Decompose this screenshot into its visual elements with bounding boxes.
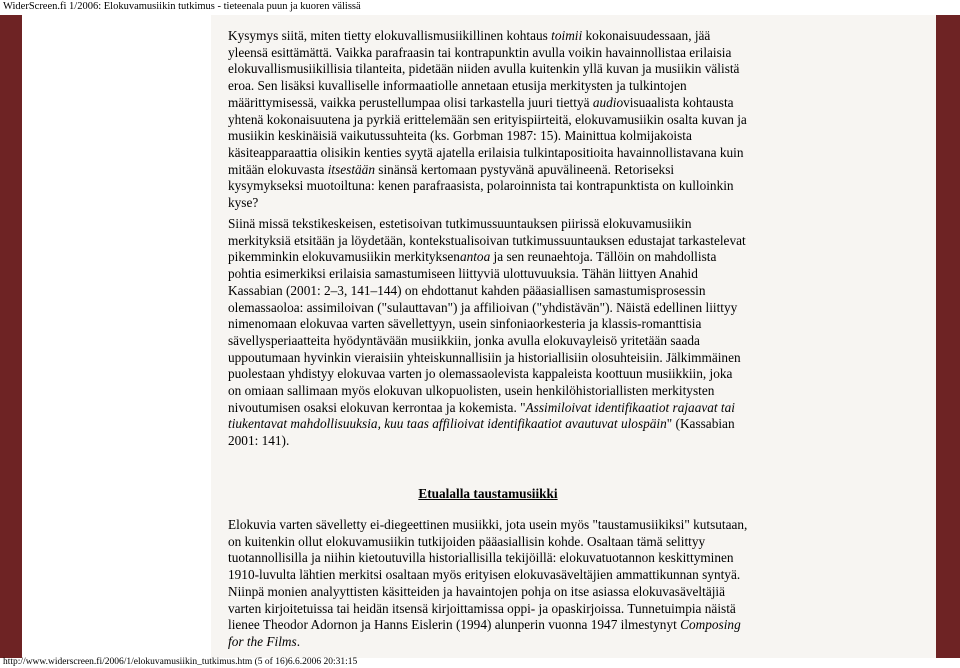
left-margin bbox=[22, 15, 50, 658]
italic-quote: Assimiloivat identifikaatiot rajaavat tai tiukentavat mahdollisuuksia, kuu taas affilioivat identifikaatiot avautuvat ulospäin bbox=[228, 399, 735, 432]
text-run: " (Kassabian 2001: 141). bbox=[228, 416, 735, 449]
text-run: ja sen reunaehtoja. Tällöin on mahdollista pohtia esimerkiksi erilaisia samastumiseen liittyviä ulottuvuuksia. Tähän liittyen Anahid Kassabian (2001: 2–3, 141–144) on ehdottanut kahden pääasiallisen samastumisprosessin olemassaoloa: assimiloivan ("sulauttavan") ja affilioivan ("yhdistävän"). Näistä edellinen liittyy nimenomaan elokuvaa varten sävellettyyn, usein sinfoniaorkesteria ja klassis-romanttisia sävellysperiaatteita hyödyntävään musiikkiin, jonka avulla elokuvayleisö yritetään saada uppoutumaan hyvinkin vieraisiin yhteiskunnallisiin ja historiallisiin olosuhteisiin. Jälkimmäinen puolestaan yhdistyy elokuvaa varten jo olemassaolevista kappaleista koottuun musiikkiin, joka on omiaan sallimaan myös elokuvan ulkopuolisten, usein henkilöhistoriallisten merkitysten nivoutumisen osaksi elokuvan kerrontaa ja kokemista. " bbox=[228, 249, 741, 415]
browser-print-footer: http://www.widerscreen.fi/2006/1/elokuvamusiikin_tutkimus.htm (5 of 16)6.6.2006 20:31:15 bbox=[3, 657, 358, 667]
italic-run: antoa bbox=[459, 249, 491, 265]
text-run: visuaalista kohtausta yhtenä kokonaisuutena ja pyrkiä erittelemään sen erityispiirteitä, elokuvamusiikin osalta kuvan ja musiikin keskinäisiä vaikutussuhteita (ks. Gorbman 1987: 15). Mainittua kolmijakoista käsiteapparaattia olisikin kenties syytä ajatella erilaisia tulkintapositioita havainnollistavana kuin mitään elokuvasta bbox=[228, 94, 747, 177]
text-run: kokonaisuudessaan, jää yleensä esittämättä. Vaikka parafraasin tai kontrapunktin avulla voikin havainnollistaa erilaisia elokuvallismusiikillisia tilanteita, pidetään niiden avulla kuitenkin yllä kuvan ja musiikin välistä eroa. Sen lisäksi kuvalliselle informaatiolle annetaan etusija merkitysten ja tulkintojen määrittymisessä, vaikka perustellumpaa olisi tarkastella juuri tiettyä bbox=[228, 28, 740, 110]
paragraph-1 bbox=[228, 28, 748, 212]
text-run: Siinä missä tekstikeskeisen, estetisoivan tutkimussuuntauksen piirissä elokuvamusiikin merkityksiä etsitään ja löydetään, kontekstualisoivan tutkimussuuntauksen edustajat tarkastelevat pikemminkin elokuvamusiikin merkityksen bbox=[228, 216, 746, 265]
right-decorative-band bbox=[936, 15, 960, 658]
paragraph-3 bbox=[228, 517, 748, 651]
book-title: Composing for the Films bbox=[228, 617, 741, 649]
italic-run: itsestään bbox=[327, 161, 375, 177]
text-run: sinänsä kertomaan pystyvänä apuvälineenä. Retoriseksi kysymykseksi muotoiltuna: kenen parafraasista, polaroinnista tai kontrapunktista on kulloinkin kyse? bbox=[228, 161, 734, 211]
browser-print-header: WiderScreen.fi 1/2006: Elokuvamusiikin tutkimus - tieteenala puun ja kuoren välissä bbox=[3, 1, 361, 12]
text-run: Kysymys siitä, miten tietty elokuvallismusiikillinen kohtaus bbox=[228, 28, 552, 43]
italic-run: toimii bbox=[551, 28, 583, 43]
paragraph-2 bbox=[228, 216, 748, 450]
text-run: . bbox=[296, 633, 301, 649]
text-run: Elokuvia varten sävelletty ei-diegeettinen musiikki, jota usein myös "taustamusiikiksi" kutsutaan, on kuitenkin ollut elokuvamusiikin tutkijoiden pääasiallisin kohde. Osaltaan tämä selittyy tuotannollisilla ja niihin kietoutuvilla historiallisilla tekijöillä: elokuvatuotannon keskittyminen 1910-luvulta lähtien merkitsi osaltaan myös erityisen elokuvasäveltäjien ammattikunnan syntyä. Niinpä monien analyyttisten käsitteiden ja havaintojen pohja on itse asiassa elokuvasäveltäjiä varten kirjoitetuissa tai heidän itsensä kirjoittamissa oppi- ja opaskirjoissa. Tunnetuimpia näistä lienee Theodor Adornon ja Hanns Eislerin (1994) alunperin vuonna 1947 ilmestynyt bbox=[228, 517, 748, 633]
left-decorative-band bbox=[0, 15, 22, 658]
section-heading: Etualalla taustamusiikki bbox=[418, 486, 558, 501]
italic-run: audio bbox=[592, 94, 624, 110]
